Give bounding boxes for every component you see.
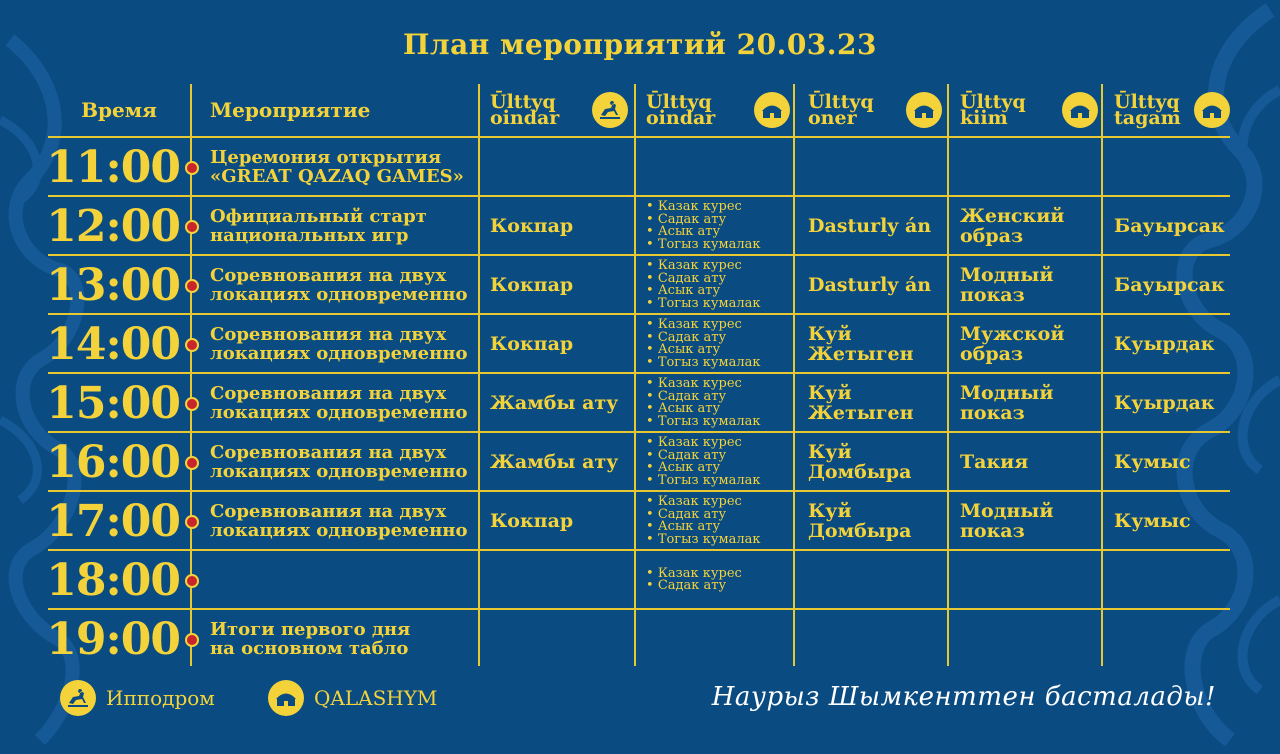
list-item: • Асык ату bbox=[646, 403, 760, 416]
header-category-4 bbox=[960, 84, 1104, 136]
schedule-row bbox=[48, 138, 1230, 196]
cell-line: показ bbox=[960, 520, 1025, 542]
cell-line: Dasturly án bbox=[808, 215, 932, 237]
list-item: • Тогыз кумалак bbox=[646, 357, 760, 370]
cell-line: Домбыра bbox=[808, 461, 912, 483]
list-item: • Тогыз кумалак bbox=[646, 239, 760, 252]
timeline-dot bbox=[185, 574, 199, 588]
category-1-cell: Кокпар bbox=[490, 215, 574, 237]
yurt-icon bbox=[1062, 92, 1098, 128]
header-category-line2: kiim bbox=[960, 107, 1008, 129]
event-line: локациях одновременно bbox=[210, 402, 468, 423]
category-2-cell bbox=[646, 315, 796, 373]
timeline-dot bbox=[185, 515, 199, 529]
event-cell bbox=[210, 610, 478, 668]
event-line: национальных игр bbox=[210, 225, 409, 246]
yurt-icon bbox=[754, 92, 790, 128]
header-time: Время bbox=[81, 98, 157, 122]
header-category-line1: Ūlttyq bbox=[808, 91, 874, 113]
category-2-cell bbox=[646, 197, 796, 255]
event-line: Соревнования на двух bbox=[210, 383, 447, 404]
legend-label: Ипподром bbox=[106, 686, 215, 710]
list-item: • Тогыз кумалак bbox=[646, 475, 760, 488]
list-item: • Садак ату bbox=[646, 273, 760, 286]
category-4-cell bbox=[960, 197, 1104, 255]
category-3-cell bbox=[808, 492, 948, 550]
timeline-dot bbox=[185, 338, 199, 352]
list-item: • Садак ату bbox=[646, 450, 760, 463]
horse-rider-icon bbox=[60, 680, 96, 716]
yurt-icon bbox=[1194, 92, 1230, 128]
header-category-line1: Ūlttyq bbox=[490, 91, 556, 113]
list-item: • Садак ату bbox=[646, 509, 760, 522]
cell-line: Модный bbox=[960, 500, 1054, 522]
time-label: 14:00 bbox=[46, 318, 180, 370]
cell-line: Женский bbox=[960, 205, 1065, 227]
event-line: Официальный старт bbox=[210, 206, 427, 227]
cell-line: Модный bbox=[960, 382, 1054, 404]
time-label: 12:00 bbox=[46, 200, 180, 252]
category-5-cell: Куырдак bbox=[1114, 333, 1215, 355]
header-category-2 bbox=[646, 84, 796, 136]
cell-line: Куй bbox=[808, 382, 852, 404]
event-line: локациях одновременно bbox=[210, 520, 468, 541]
cell-line: показ bbox=[960, 284, 1025, 306]
horse-rider-icon bbox=[592, 92, 628, 128]
time-label: 16:00 bbox=[46, 436, 180, 488]
legend-item-hippodrome bbox=[60, 680, 215, 716]
event-cell bbox=[210, 433, 478, 491]
legend-item-qalashym bbox=[268, 680, 437, 716]
event-line: локациях одновременно bbox=[210, 343, 468, 364]
cell-line: образ bbox=[960, 225, 1024, 247]
header-category-line2: oner bbox=[808, 107, 857, 129]
yurt-icon bbox=[906, 92, 942, 128]
event-line: локациях одновременно bbox=[210, 461, 468, 482]
category-3-cell bbox=[808, 138, 948, 196]
event-cell bbox=[210, 315, 478, 373]
list-item: • Асык ату bbox=[646, 462, 760, 475]
cell-line: показ bbox=[960, 402, 1025, 424]
list-item: • Казак курес bbox=[646, 319, 760, 332]
list-item: • Тогыз кумалак bbox=[646, 416, 760, 429]
event-line: локациях одновременно bbox=[210, 284, 468, 305]
category-1-cell: Жамбы ату bbox=[490, 451, 619, 473]
category-4-cell bbox=[960, 551, 1104, 609]
cell-line: Жетыген bbox=[808, 343, 914, 365]
category-4-cell bbox=[960, 374, 1104, 432]
schedule-row bbox=[48, 197, 1230, 255]
header-category-5 bbox=[1114, 84, 1230, 136]
header-category-line1: Ūlttyq bbox=[960, 91, 1026, 113]
time-label: 13:00 bbox=[46, 259, 180, 311]
list-item: • Тогыз кумалак bbox=[646, 534, 760, 547]
cell-line: Куй bbox=[808, 323, 852, 345]
list-item: • Казак курес bbox=[646, 201, 760, 214]
list-item: • Садак ату bbox=[646, 580, 742, 593]
category-5-cell: Кумыс bbox=[1114, 510, 1191, 532]
category-5-cell bbox=[1114, 551, 1230, 609]
header-category-3 bbox=[808, 84, 948, 136]
list-item: • Казак курес bbox=[646, 496, 760, 509]
category-1-cell: Жамбы ату bbox=[490, 392, 619, 414]
header-category-1 bbox=[490, 84, 634, 136]
timeline-dot bbox=[185, 279, 199, 293]
category-2-cell bbox=[646, 551, 796, 609]
category-4-cell bbox=[960, 315, 1104, 373]
event-cell bbox=[210, 138, 478, 196]
schedule-row bbox=[48, 551, 1230, 609]
cell-line: Такия bbox=[960, 451, 1029, 473]
schedule-row bbox=[48, 492, 1230, 550]
event-line: Соревнования на двух bbox=[210, 265, 447, 286]
category-1-cell bbox=[490, 610, 634, 668]
timeline-dot bbox=[185, 456, 199, 470]
page-title: План мероприятий 20.03.23 bbox=[402, 28, 877, 61]
header-category-line1: Ūlttyq bbox=[646, 91, 712, 113]
cell-line: Жетыген bbox=[808, 402, 914, 424]
event-cell bbox=[210, 197, 478, 255]
list-item: • Садак ату bbox=[646, 332, 760, 345]
list-item: • Садак ату bbox=[646, 214, 760, 227]
header-category-line2: oindar bbox=[490, 107, 560, 129]
schedule-row bbox=[48, 315, 1230, 373]
category-5-cell: Бауырсак bbox=[1114, 215, 1225, 237]
event-cell bbox=[210, 374, 478, 432]
cell-line: Куй bbox=[808, 500, 852, 522]
list-item: • Асык ату bbox=[646, 521, 760, 534]
timeline-dot bbox=[185, 220, 199, 234]
list-item: • Казак курес bbox=[646, 260, 760, 273]
category-4-cell bbox=[960, 256, 1104, 314]
category-3-cell bbox=[808, 610, 948, 668]
category-3-cell bbox=[808, 433, 948, 491]
schedule-row bbox=[48, 433, 1230, 491]
header-event: Мероприятие bbox=[210, 98, 371, 122]
schedule-table bbox=[48, 84, 1230, 666]
timeline-dot bbox=[185, 397, 199, 411]
event-line: Соревнования на двух bbox=[210, 324, 447, 345]
timeline-dot bbox=[185, 633, 199, 647]
cell-line: Домбыра bbox=[808, 520, 912, 542]
category-3-cell bbox=[808, 374, 948, 432]
event-cell bbox=[210, 551, 478, 609]
category-2-cell bbox=[646, 610, 796, 668]
slogan: Наурыз Шымкенттен басталады! bbox=[711, 682, 1216, 712]
category-5-cell: Бауырсак bbox=[1114, 274, 1225, 296]
timeline-dot bbox=[185, 161, 199, 175]
cell-line: Модный bbox=[960, 264, 1054, 286]
category-3-cell bbox=[808, 315, 948, 373]
event-line: Церемония открытия bbox=[210, 147, 442, 168]
header-category-line1: Ūlttyq bbox=[1114, 91, 1180, 113]
schedule-row bbox=[48, 256, 1230, 314]
list-item: • Казак курес bbox=[646, 378, 760, 391]
event-cell bbox=[210, 256, 478, 314]
category-2-cell bbox=[646, 138, 796, 196]
list-item: • Асык ату bbox=[646, 285, 760, 298]
schedule-row bbox=[48, 610, 1230, 668]
category-1-cell: Кокпар bbox=[490, 274, 574, 296]
list-item: • Асык ату bbox=[646, 344, 760, 357]
cell-line: Мужской bbox=[960, 323, 1065, 345]
list-item: • Асык ату bbox=[646, 226, 760, 239]
category-4-cell bbox=[960, 138, 1104, 196]
category-2-cell bbox=[646, 374, 796, 432]
event-line: Итоги первого дня bbox=[210, 619, 411, 640]
list-item: • Садак ату bbox=[646, 391, 760, 404]
schedule-row bbox=[48, 374, 1230, 432]
header-category-line2: oindar bbox=[646, 107, 716, 129]
time-label: 18:00 bbox=[46, 554, 180, 606]
event-line: «GREAT QAZAQ GAMES» bbox=[210, 166, 464, 187]
time-label: 15:00 bbox=[46, 377, 180, 429]
category-1-cell: Кокпар bbox=[490, 510, 574, 532]
category-1-cell: Кокпар bbox=[490, 333, 574, 355]
category-5-cell: Кумыс bbox=[1114, 451, 1191, 473]
category-2-cell bbox=[646, 492, 796, 550]
time-label: 11:00 bbox=[46, 141, 180, 193]
category-2-cell bbox=[646, 433, 796, 491]
category-3-cell bbox=[808, 551, 948, 609]
category-3-cell bbox=[808, 256, 948, 314]
event-cell bbox=[210, 492, 478, 550]
cell-line: Dasturly án bbox=[808, 274, 932, 296]
yurt-icon bbox=[268, 680, 304, 716]
event-line: Соревнования на двух bbox=[210, 501, 447, 522]
category-1-cell bbox=[490, 138, 634, 196]
category-5-cell: Куырдак bbox=[1114, 392, 1215, 414]
category-4-cell bbox=[960, 610, 1104, 668]
event-line: Соревнования на двух bbox=[210, 442, 447, 463]
cell-line: образ bbox=[960, 343, 1024, 365]
category-1-cell bbox=[490, 551, 634, 609]
category-5-cell bbox=[1114, 138, 1230, 196]
list-item: • Казак курес bbox=[646, 437, 760, 450]
list-item: • Казак курес bbox=[646, 568, 742, 581]
cell-line: Куй bbox=[808, 441, 852, 463]
legend-label: QALASHYM bbox=[314, 686, 438, 710]
time-label: 17:00 bbox=[46, 495, 180, 547]
time-label: 19:00 bbox=[46, 613, 180, 665]
category-4-cell bbox=[960, 492, 1104, 550]
category-2-cell bbox=[646, 256, 796, 314]
header-category-line2: tagam bbox=[1114, 107, 1181, 129]
category-5-cell bbox=[1114, 610, 1230, 668]
category-4-cell bbox=[960, 433, 1104, 491]
category-3-cell bbox=[808, 197, 948, 255]
list-item: • Тогыз кумалак bbox=[646, 298, 760, 311]
event-line: на основном табло bbox=[210, 638, 409, 659]
